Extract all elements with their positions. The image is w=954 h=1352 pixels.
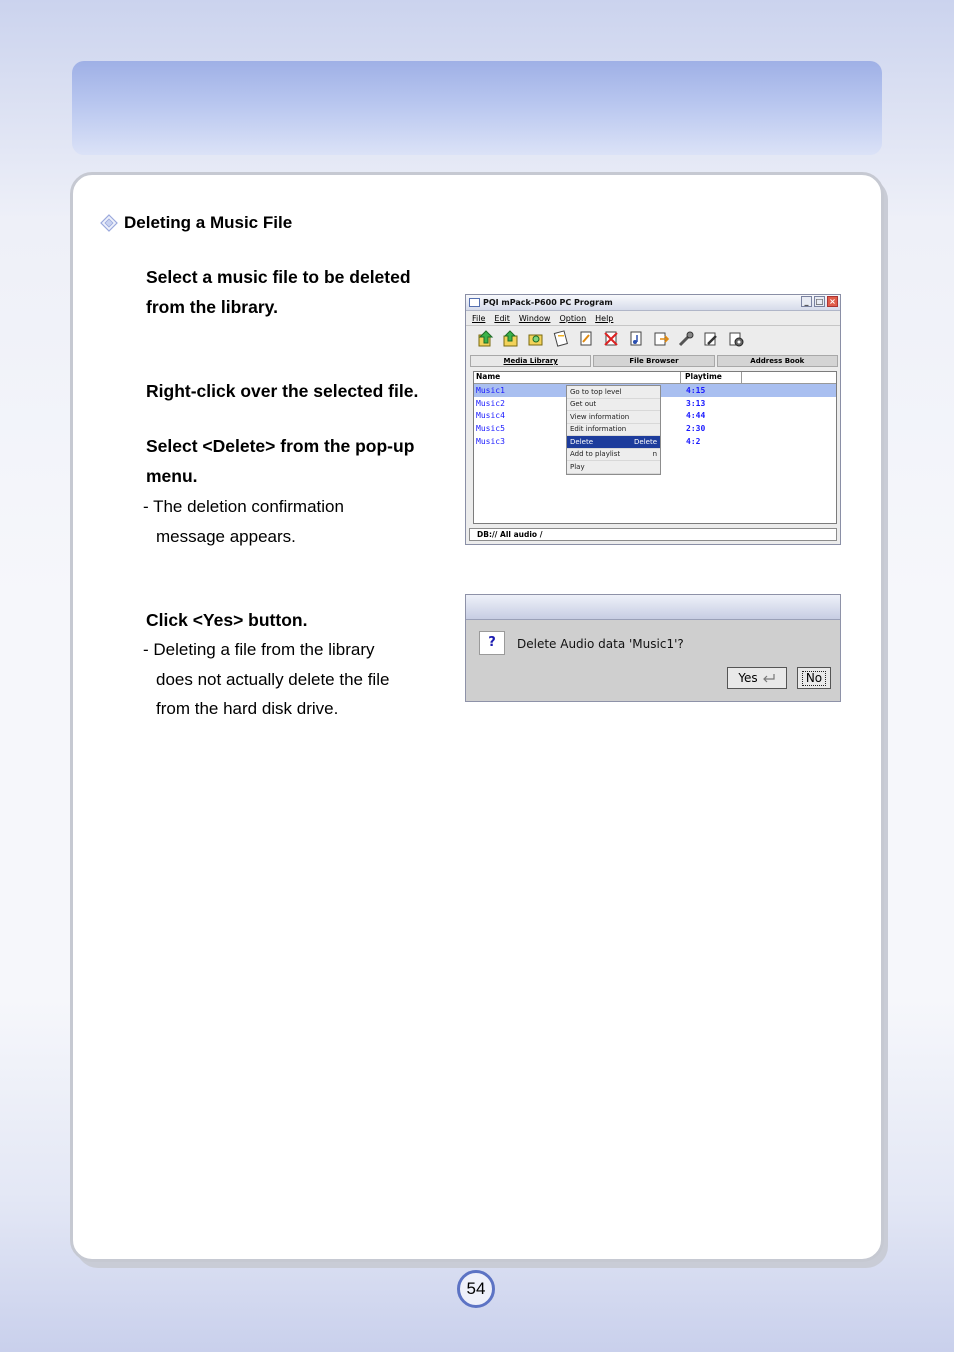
app-toolbar [466,326,840,352]
context-menu-item[interactable] [567,386,660,399]
tab-address-book[interactable]: Address Book [717,355,838,367]
context-menu-item[interactable] [567,411,660,424]
note-hard-disk-line1: - Deleting a file from the library [143,640,375,659]
dialog-title-bar [466,595,840,620]
row-name: Music3 [476,436,505,446]
app-title-text: PQI mPack-P600 PC Program [483,298,613,307]
app-tabs [470,355,838,367]
minimize-icon[interactable]: _ [801,296,812,307]
app-window-icon [469,298,480,307]
enter-key-icon [762,673,776,683]
row-name: Music2 [476,398,505,408]
confirm-dialog-screenshot [465,594,841,702]
toolbar-doc-music-icon[interactable] [625,330,646,349]
context-menu-label: Play [570,462,585,471]
step-select-file [146,262,411,322]
column-playtime[interactable]: Playtime [681,372,742,383]
row-playtime: 4:2 [686,436,701,446]
context-menu-label: Add to playlist [570,450,621,459]
row-playtime: 4:15 [686,385,706,395]
close-icon[interactable]: × [827,296,838,307]
section-title-text: Deleting a Music File [124,213,293,232]
page-number: 54 [457,1270,495,1308]
no-button[interactable] [797,667,831,689]
maximize-icon[interactable]: □ [815,297,824,306]
toolbar-hammer-icon[interactable] [700,330,721,349]
step-right-click-text: Right-click over the selected file. [146,381,419,401]
note-confirmation-line2: message appears. [156,526,296,546]
step-select-file-line1: Select a music file to be deleted [146,267,411,287]
media-file-list [473,371,837,524]
app-menu-bar [466,311,840,326]
list-header [474,372,836,384]
step-click-yes-text: Click <Yes> button. [146,610,308,630]
note-hard-disk-line3: from the hard disk drive. [156,699,339,718]
row-name: Music1 [476,385,505,395]
header-band [72,61,882,155]
toolbar-doc-transfer-icon[interactable] [650,330,671,349]
row-name: Music4 [476,411,505,421]
context-menu-label: Edit information [570,425,627,434]
context-menu-item-delete[interactable] [567,436,660,449]
row-playtime: 3:13 [686,398,706,408]
step-select-delete-line2: menu. [146,466,198,486]
yes-button-label: Yes [738,671,758,685]
toolbar-settings-icon[interactable] [725,330,746,349]
toolbar-tools-icon[interactable] [675,330,696,349]
context-menu [566,385,661,475]
step-right-click [146,376,418,406]
diamond-bullet-icon [100,214,118,232]
step-select-delete [146,431,414,491]
toolbar-folder-search-icon[interactable] [525,330,546,349]
app-window-screenshot [465,294,841,545]
toolbar-doc-edit-icon[interactable] [575,330,596,349]
note-confirmation-line1: - The deletion confirmation [143,497,344,516]
menu-window[interactable]: Window [518,313,551,323]
context-menu-shortcut: n [652,450,657,459]
note-hard-disk [143,635,389,724]
row-name: Music5 [476,423,505,433]
toolbar-up-green-icon[interactable] [475,330,496,349]
step-click-yes [146,605,307,635]
context-menu-shortcut: Delete [634,437,657,446]
context-menu-item[interactable] [567,449,660,462]
menu-edit[interactable]: Edit [494,313,510,323]
dialog-message: Delete Audio data 'Music1'? [517,637,684,651]
menu-help[interactable]: Help [595,313,614,323]
context-menu-item[interactable] [567,399,660,412]
row-playtime: 4:44 [686,411,706,421]
context-menu-label: Go to top level [570,387,622,396]
yes-button[interactable] [727,667,787,689]
toolbar-document-icon[interactable] [550,330,571,349]
note-hard-disk-line2: does not actually delete the file [156,669,390,689]
section-title [100,212,292,234]
tab-media-library[interactable]: Media Library [470,355,591,367]
column-name[interactable]: Name [474,372,681,383]
question-icon: ? [479,631,505,655]
no-button-label: No [802,671,826,686]
window-controls [801,296,838,307]
tab-file-browser[interactable]: File Browser [593,355,714,367]
menu-file[interactable]: File [472,313,486,323]
status-bar: DB:// All audio / [469,528,837,541]
step-select-file-line2: from the library. [146,297,278,317]
step-select-delete-line1: Select <Delete> from the pop-up [146,436,415,456]
note-confirmation [143,492,344,551]
app-title-bar [466,295,840,311]
context-menu-label: View information [570,412,630,421]
context-menu-item[interactable] [567,424,660,437]
context-menu-label: Get out [570,400,597,409]
context-menu-label: Delete [570,437,593,446]
row-playtime: 2:30 [686,423,706,433]
toolbar-doc-delete-icon[interactable] [600,330,621,349]
menu-option[interactable]: Option [559,313,587,323]
context-menu-item[interactable] [567,461,660,474]
toolbar-folder-up-icon[interactable] [500,330,521,349]
